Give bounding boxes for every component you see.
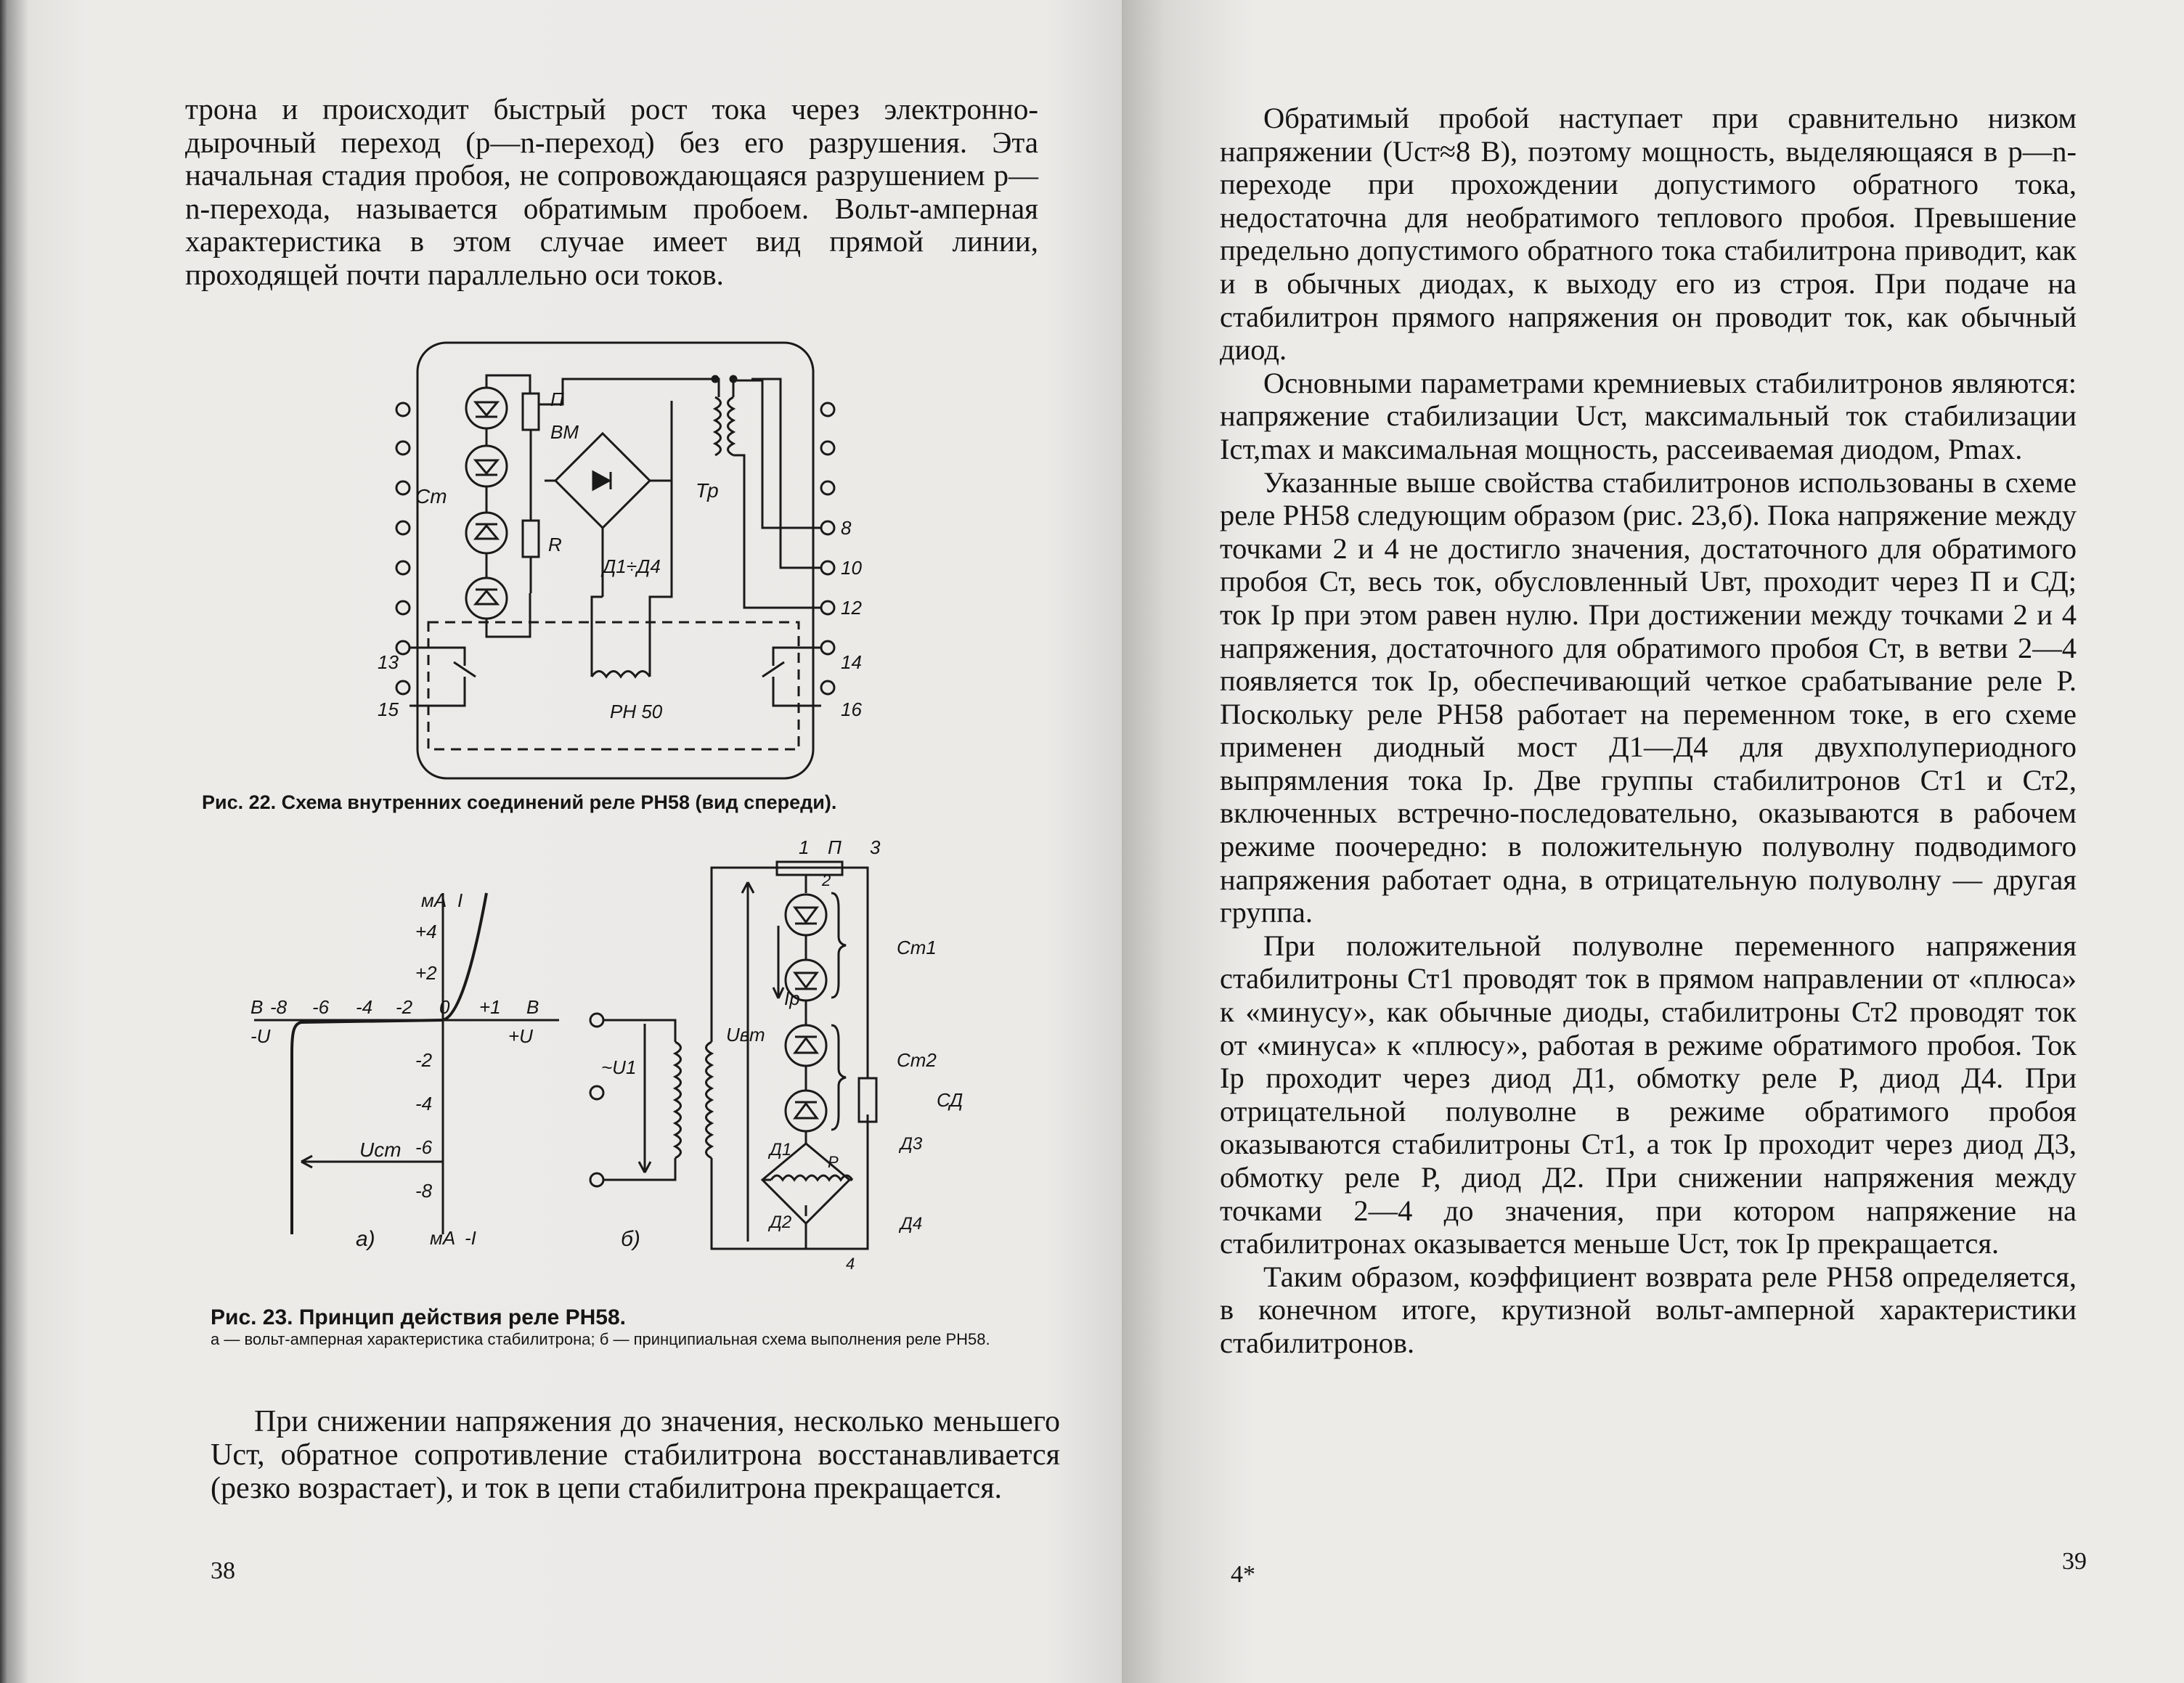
- schematic-node-4: 4: [846, 1255, 855, 1273]
- fig22-label-d: Д1÷Д4: [603, 555, 661, 577]
- st1-brace: [831, 893, 846, 998]
- terminal-left: [396, 481, 410, 494]
- schematic-label-p: П: [828, 836, 842, 858]
- graph-tick-y-neg8: -8: [415, 1180, 433, 1202]
- terminal-left: [396, 561, 410, 574]
- fig22-label-st: Ст: [415, 485, 447, 508]
- ip-arrow: [773, 926, 783, 998]
- graph-unit-ma-top: мА: [421, 889, 447, 911]
- terminal-left-15: [396, 681, 410, 694]
- input-transformer-primary: [675, 1042, 681, 1158]
- contact-block-dashed: [428, 622, 799, 749]
- terminal-left: [396, 403, 410, 416]
- right-paragraph-2: Основными параметрами кремниевых стабилитронов являются: напряжение стабилизации Uст, максимальный ток стабилизации Iст,max и максимальная мощность, рассеиваемая диодом, Pmax.: [1220, 366, 2077, 465]
- schematic-label-d1: Д1: [770, 1140, 792, 1160]
- terminal-right: [821, 441, 834, 455]
- fig22-terminal-12: 12: [841, 597, 862, 619]
- transformer-secondary: [728, 397, 734, 455]
- figure-22-caption: Рис. 22. Схема внутренних соединений реле РН58 (вид спереди).: [202, 791, 837, 813]
- graph-tick-x-neg8: -8: [270, 996, 288, 1018]
- graph-tick-x-neg4: -4: [356, 996, 373, 1018]
- stabilitron-group-st: [466, 375, 530, 637]
- terminal-left: [396, 521, 410, 534]
- input-wires: [603, 1020, 675, 1180]
- schematic-label-sd: СД: [937, 1089, 963, 1111]
- terminal-right-8: [821, 521, 834, 534]
- fig22-label-p: П: [550, 388, 564, 410]
- input-transformer-secondary: [706, 1042, 712, 1158]
- figure-23-caption-sub: а — вольт-амперная характеристика стабилитрона; б — принципиальная схема выполнения реле РН58.: [211, 1330, 990, 1348]
- graph-axis-i: I: [457, 889, 463, 911]
- left-bottom-paragraph: При снижении напряжения до значения, несколько меньшего Uст, обратное сопротивление стабилитрона восстанавливается (резко возрастает), и ток в цепи стабилитрона прекращается.: [211, 1405, 1060, 1505]
- fig22-terminal-13: 13: [378, 651, 399, 673]
- right-paragraph-4: При положительной полуволне переменного напряжения стабилитроны Ст1 проводят ток в прямом направлении от «плюса» к «минусу», как обычные диоды, стабилитроны Ст2 проводят ток от «минуса» к «плюсу», работая в режиме обратимого пробоя. Ток Iр проходит через диод Д1, обмотку реле Р, диод Д4. При отрицательной полуволне в режиме обратимого пробоя оказываются стабилитроны Ст1, а ток Iр проходит через диод Д3, обмотку реле Р, диод Д2. При снижении напряжения между точками 2—4 до значения, при котором напряжение на стабилитронах оказывается меньше Uст, ток Iр прекращается.: [1220, 929, 2077, 1260]
- graph-unit-ma-bottom: мА: [430, 1227, 456, 1249]
- graph-tick-y-pos4: +4: [415, 921, 437, 942]
- terminal-right-12: [821, 601, 834, 614]
- right-paragraph-5: Таким образом, коэффициент возврата реле РН58 определяется, в конечном итоге, крутизной вольт-амперной характеристики стабилитронов.: [1220, 1260, 2077, 1359]
- schematic-label-st2: Ст2: [897, 1049, 937, 1071]
- graph-tick-y-neg6: -6: [415, 1136, 433, 1158]
- fig22-terminal-14: 14: [841, 651, 862, 673]
- page-number-left: 38: [211, 1557, 235, 1584]
- page-number-right: 39: [2062, 1548, 2087, 1575]
- fig22-terminal-10: 10: [841, 557, 862, 579]
- schematic-node-1: 1: [799, 836, 810, 858]
- figure-23a-graph: [240, 886, 581, 1263]
- right-page: [1122, 0, 2184, 1683]
- schematic-label-d3: Д3: [900, 1134, 923, 1154]
- schematic-label-d2: Д2: [770, 1213, 792, 1232]
- graph-tick-x-pos1: +1: [479, 996, 501, 1018]
- schematic-node-3: 3: [870, 836, 881, 858]
- resistor-r: [523, 521, 539, 557]
- graph-tick-y-pos2: +2: [415, 962, 437, 984]
- resistor-p: [523, 394, 539, 430]
- terminal-left: [396, 441, 410, 455]
- graph-ust-label: Uст: [359, 1138, 402, 1161]
- fig22-terminal-15: 15: [378, 698, 399, 720]
- signature-mark: 4*: [1231, 1561, 1255, 1588]
- graph-tick-y-neg2: -2: [415, 1049, 433, 1071]
- schematic-node-2: 2: [822, 871, 831, 889]
- graph-tick-x-zero: 0: [439, 996, 450, 1018]
- left-top-paragraph: трона и происходит быстрый рост тока через электронно-дырочный переход (p—n-переход) без его разрушения. Эта начальная стадия пробоя, не сопровождающаяся разрушением p—n-перехода, называется обратимым пробоем. Вольт-амперная характеристика в этом случае имеет вид прямой линии, проходящей почти параллельно оси токов.: [185, 92, 1038, 291]
- fig22-terminal-16: 16: [841, 698, 862, 720]
- fig22-label-vm: ВМ: [550, 421, 579, 443]
- terminal-right-16: [821, 681, 834, 694]
- graph-part-a-label: а): [356, 1227, 375, 1251]
- schematic-label-d4: Д4: [900, 1214, 923, 1234]
- graph-unit-v-right: В: [526, 996, 539, 1018]
- terminal-left: [396, 601, 410, 614]
- right-paragraph-1: Обратимый пробой наступает при сравнительно низком напряжении (Uст≈8 В), поэтому мощность, выделяющаяся в p—n-переходе при прохождении допустимого обратного тока, недостаточна для необратимого теплового пробоя. Превышение предельно допустимого обратного тока стабилитрона приводит, как и в обычных диодах, к выходу его из строя. При подаче на стабилитрон прямого напряжения он проводит ток, как обычный диод.: [1220, 102, 2077, 367]
- terminal-right: [821, 481, 834, 494]
- schematic-label-r: Р: [828, 1153, 839, 1171]
- terminal-right-10: [821, 561, 834, 574]
- graph-pos-u: +U: [508, 1025, 533, 1047]
- terminal-right: [821, 403, 834, 416]
- graph-tick-y-neg4: -4: [415, 1093, 433, 1114]
- transformer-primary: [715, 397, 721, 455]
- graph-tick-x-neg6: -6: [312, 996, 330, 1018]
- relay-p-coil: [762, 1175, 852, 1180]
- schematic-label-st1: Ст1: [897, 937, 937, 958]
- fig22-terminal-8: 8: [841, 517, 852, 539]
- uvt-arrow: [742, 882, 754, 1242]
- right-text-column: [1220, 102, 2077, 1360]
- terminal-right-14: [821, 641, 834, 654]
- st2-brace: [831, 1025, 846, 1130]
- graph-neg-u: -U: [250, 1025, 271, 1047]
- fig22-label-r: R: [548, 534, 562, 555]
- schematic-label-uvt: Uвт: [726, 1024, 765, 1046]
- figure-23-caption-title: Рис. 23. Принцип действия реле РН58.: [211, 1305, 626, 1329]
- graph-axis-neg-i: -I: [465, 1227, 476, 1249]
- fig22-label-tr: Тр: [696, 479, 719, 502]
- schematic-part-b-label: б): [621, 1227, 640, 1251]
- schematic-label-u1: ~U1: [601, 1056, 637, 1078]
- schematic-label-ip: Iр: [784, 987, 800, 1009]
- graph-tick-x-neg2: -2: [396, 996, 413, 1018]
- right-paragraph-3: Указанные выше свойства стабилитронов использованы в схеме реле РН58 следующим образом (рис. 23,б). Пока напряжение между точками 2 и 4 не достигло значения, достаточного для обратимого пробоя Ст, весь ток, обусловленный Uвт, проходит через П и СД; ток Iр при этом равен нулю. При достижении между точками 2 и 4 напряжения, достаточного для обратимого пробоя Ст, в ветви 2—4 появляется ток Iр, обеспечивающий четкое срабатывание реле Р. Поскольку реле РН58 работает на переменном токе, в его схеме применен диодный мост Д1—Д4 для двухполупериодного выпрямления тока Iр. Две группы стабилитронов Ст1 и Ст2, включенных встречно-последовательно, оказываются в рабочем режиме поочередно: в положительную полуволну подводимого напряжения работает одна, в отрицательную полуволну — другая группа.: [1220, 465, 2077, 929]
- u1-arrow: [639, 1024, 651, 1173]
- fig22-label-rn50: РН 50: [610, 701, 663, 722]
- figure-23b-schematic: [581, 853, 1002, 1260]
- graph-unit-v-left: В: [250, 996, 264, 1018]
